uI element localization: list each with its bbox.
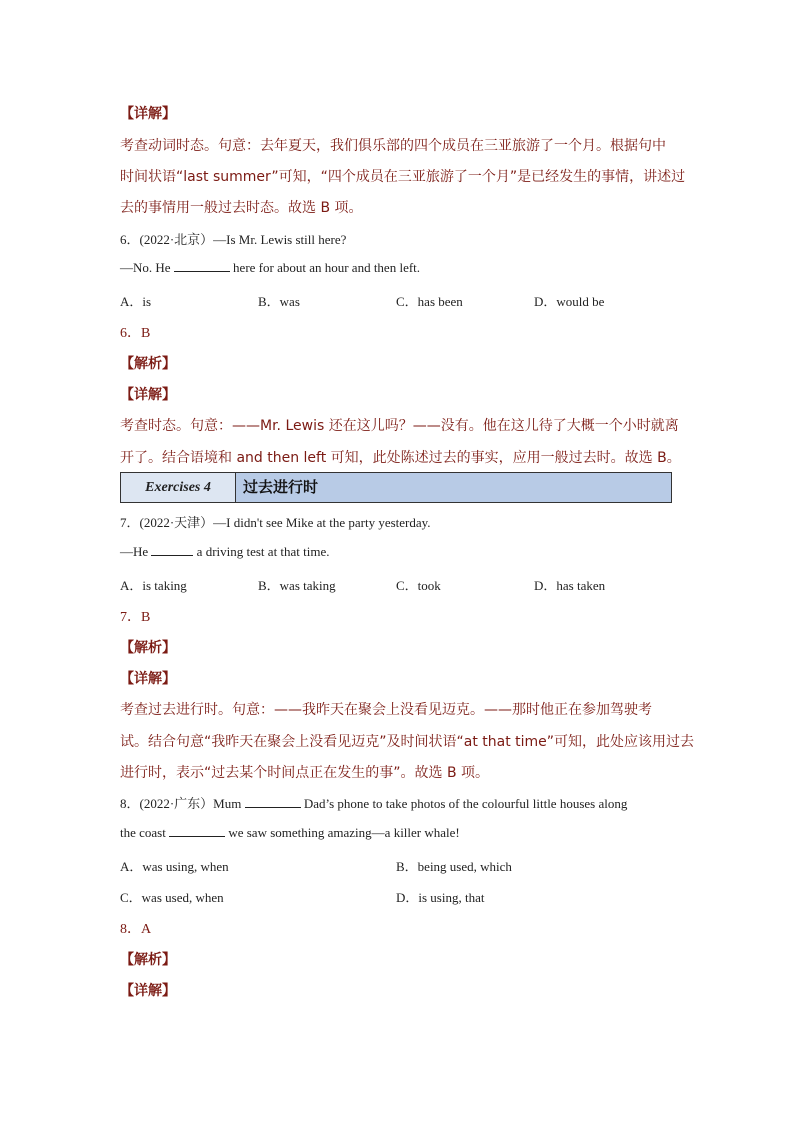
detail-tag: 【详解】 [120, 106, 176, 122]
analysis-tag: 【解析】 [120, 640, 176, 656]
q7-stem-part: —He [120, 544, 149, 559]
q7-answer: 7．B [120, 610, 151, 625]
q7-option-b: B．was taking [258, 578, 336, 593]
q6-stem-part: —No. He [120, 260, 171, 275]
detail-tag: 【详解】 [120, 387, 176, 403]
q7-stem-line2 [120, 544, 330, 560]
q6-stem-part: here for about an hour and then left. [233, 260, 421, 275]
q8-option-a: A．was using, when [120, 859, 229, 874]
q8-stem-part: we saw something amazing—a killer whale! [228, 825, 460, 840]
q6-option-c: C．has been [396, 294, 463, 309]
q5-detail-line: 去的事情用一般过去时态。故选 B 项。 [120, 200, 363, 216]
answer-blank [151, 545, 193, 556]
section-banner [120, 472, 672, 503]
q8-option-d: D．is using, that [396, 890, 485, 905]
q6-stem: 6．(2022·北京）—Is Mr. Lewis still here? [120, 232, 347, 247]
q8-stem-line2 [120, 825, 460, 841]
answer-blank [169, 826, 225, 837]
q7-option-a: A．is taking [120, 578, 187, 593]
banner-label: Exercises 4 [121, 473, 236, 502]
q8-option-b: B．being used, which [396, 859, 512, 874]
q7-detail-line: 进行时，表示“过去某个时间点正在发生的事”。故选 B 项。 [120, 765, 490, 781]
q8-option-c: C．was used, when [120, 890, 224, 905]
detail-tag: 【详解】 [120, 983, 176, 999]
q8-stem-line1 [120, 793, 627, 812]
q6-stem-line2 [120, 260, 420, 276]
q7-stem: 7．(2022·天津）—I didn't see Mike at the party yesterday. [120, 515, 431, 530]
q8-stem-part: the coast [120, 825, 166, 840]
q7-detail-line: 试。结合句意“我昨天在聚会上没看见迈克”及时间状语“at that time”可知，此处应该用过去 [120, 734, 695, 750]
q8-stem-part: Dad’s phone to take photos of the colourful little houses along [303, 796, 628, 811]
q8-answer: 8．A [120, 922, 152, 937]
banner-title: 过去进行时 [243, 478, 319, 496]
q6-answer: 6．B [120, 326, 151, 341]
q6-detail-line: 考查时态。句意：——Mr. Lewis 还在这儿吗？——没有。他在这儿待了大概一个小时就离 [120, 418, 679, 434]
q5-detail-line: 时间状语“last summer”可知，“四个成员在三亚旅游了一个月”是已经发生的事情，讲述过 [120, 169, 686, 185]
q7-detail-line: 考查过去进行时。句意：——我昨天在聚会上没看见迈克。——那时他正在参加驾驶考 [120, 702, 652, 718]
q7-option-d: D．has taken [534, 578, 606, 593]
q5-detail-line: 考查动词时态。句意：去年夏天，我们俱乐部的四个成员在三亚旅游了一个月。根据句中 [120, 138, 666, 154]
analysis-tag: 【解析】 [120, 356, 176, 372]
q6-option-a: A．is [120, 294, 152, 309]
q6-detail-line: 开了。结合语境和 and then left 可知，此处陈述过去的事实，应用一般过去时。故选 B。 [120, 450, 681, 466]
q6-option-b: B．was [258, 294, 300, 309]
analysis-tag: 【解析】 [120, 952, 176, 968]
q7-option-c: C．took [396, 578, 441, 593]
q7-stem-part: a driving test at that time. [196, 544, 330, 559]
q8-stem-part: 8．(2022·广东）Mum [120, 796, 242, 811]
answer-blank [245, 797, 301, 808]
answer-blank [174, 261, 230, 272]
q6-option-d: D．would be [534, 294, 605, 309]
detail-tag: 【详解】 [120, 671, 176, 687]
